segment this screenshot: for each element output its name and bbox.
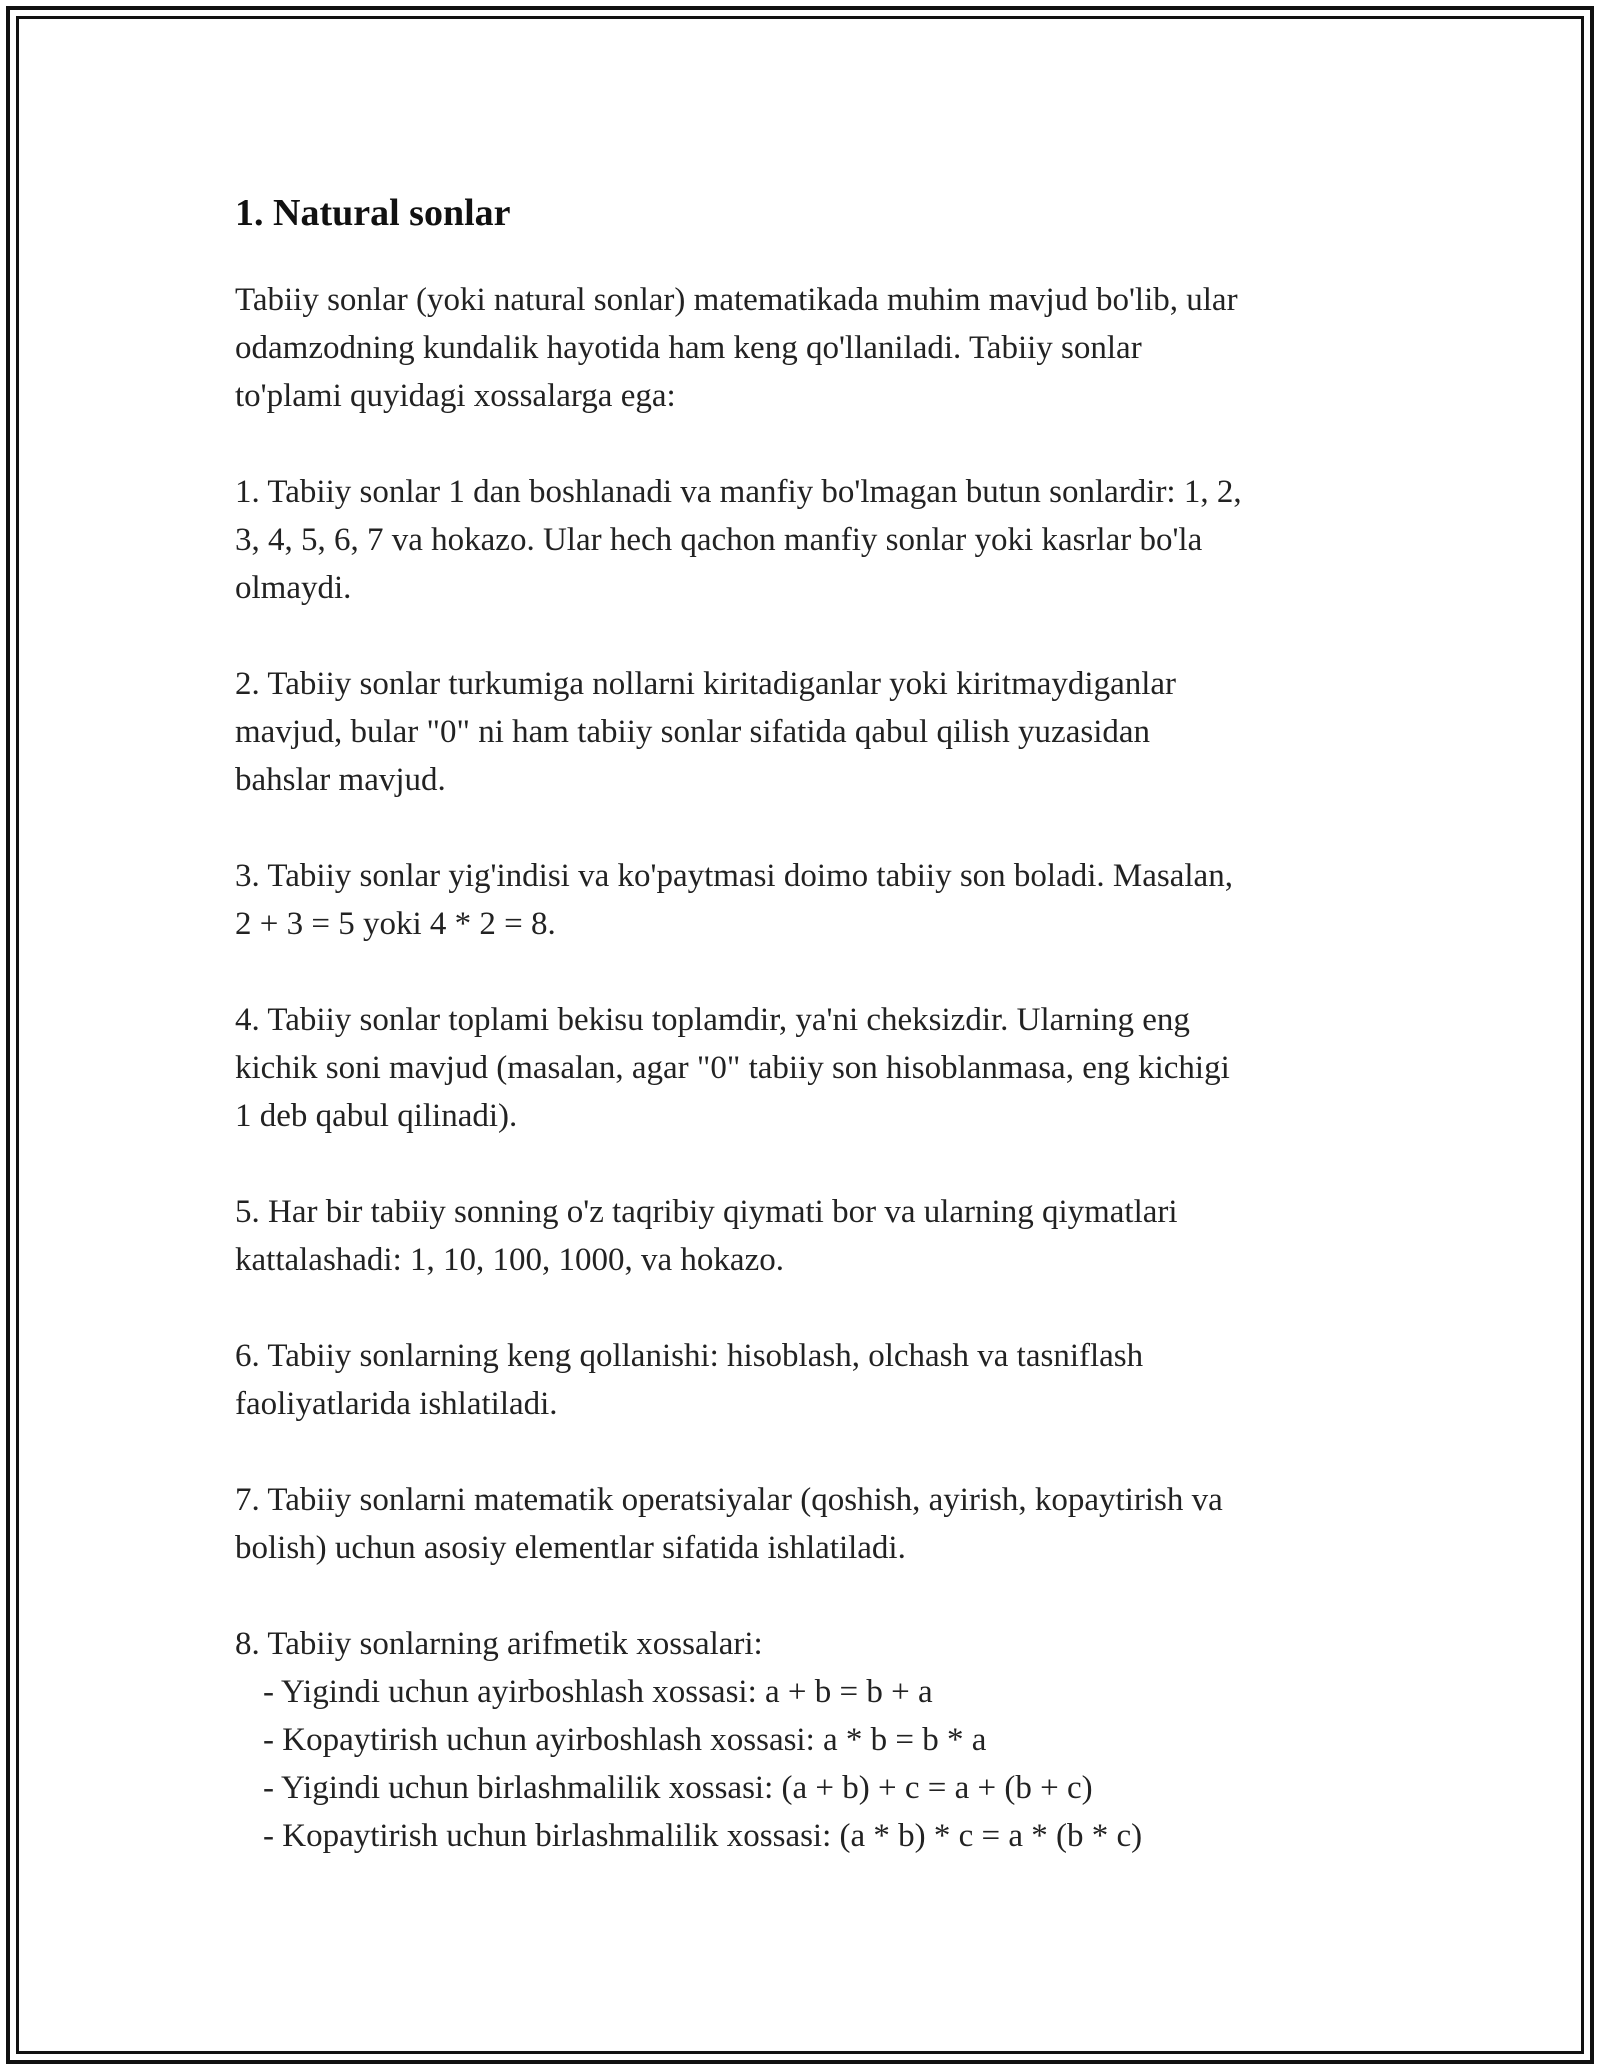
sublist-item: - Yigindi uchun birlashmalilik xossasi: (a + b) + c = a + (b + c) [263,1770,1093,1806]
text-line: Tabiiy sonlar (yoki natural sonlar) matematikada muhim mavjud bo'lib, ular [235,282,1238,318]
text-line: 2. Tabiiy sonlar turkumiga nollarni kiritadiganlar yoki kiritmaydiganlar [235,666,1177,702]
list-item-3 [235,852,1385,948]
text-line: bahslar mavjud. [235,762,446,798]
text-line: 6. Tabiiy sonlarning keng qollanishi: hisoblash, olchash va tasniflash [235,1338,1144,1374]
document-body [235,180,1385,1908]
text-line: kichik soni mavjud (masalan, agar "0" tabiiy son hisoblanmasa, eng kichigi [235,1050,1230,1086]
text-line: 1 deb qabul qilinadi). [235,1098,518,1134]
intro-paragraph [235,276,1385,420]
text-line: 7. Tabiiy sonlarni matematik operatsiyalar (qoshish, ayirish, kopaytirish va [235,1482,1223,1518]
list-item-4 [235,996,1385,1140]
list-item-7 [235,1476,1385,1572]
text-line: bolish) uchun asosiy elementlar sifatida ishlatiladi. [235,1530,906,1566]
text-line: 3, 4, 5, 6, 7 va hokazo. Ular hech qachon manfiy sonlar yoki kasrlar bo'la [235,522,1203,558]
sublist-item: - Yigindi uchun ayirboshlash xossasi: a + b = b + a [263,1674,933,1710]
text-line: 4. Tabiiy sonlar toplami bekisu toplamdir, ya'ni cheksizdir. Ularning eng [235,1002,1190,1038]
list-item-1 [235,468,1385,612]
document-title: 1. Natural sonlar [235,192,511,234]
properties-sublist [235,1668,1385,1860]
text-line: faoliyatlarida ishlatiladi. [235,1386,558,1422]
text-line: 2 + 3 = 5 yoki 4 * 2 = 8. [235,906,556,942]
text-line: kattalashadi: 1, 10, 100, 1000, va hokazo. [235,1242,784,1278]
text-line: 5. Har bir tabiiy sonning o'z taqribiy qiymati bor va ularning qiymatlari [235,1194,1178,1230]
text-line: olmaydi. [235,570,352,606]
text-line: 3. Tabiiy sonlar yig'indisi va ko'paytmasi doimo tabiiy son boladi. Masalan, [235,858,1233,894]
sublist-item: - Kopaytirish uchun birlashmalilik xossasi: (a * b) * c = a * (b * c) [263,1818,1143,1854]
text-line: odamzodning kundalik hayotida ham keng qo'llaniladi. Tabiiy sonlar [235,330,1142,366]
list-item-8-heading: 8. Tabiiy sonlarning arifmetik xossalari: [235,1626,763,1662]
list-item-8 [235,1620,1385,1860]
text-line: to'plami quyidagi xossalarga ega: [235,378,676,414]
list-item-6 [235,1332,1385,1428]
list-item-5 [235,1188,1385,1284]
sublist-item: - Kopaytirish uchun ayirboshlash xossasi: a * b = b * a [263,1722,987,1758]
list-item-2 [235,660,1385,804]
text-line: mavjud, bular "0" ni ham tabiiy sonlar sifatida qabul qilish yuzasidan [235,714,1151,750]
text-line: 1. Tabiiy sonlar 1 dan boshlanadi va manfiy bo'lmagan butun sonlardir: 1, 2, [235,474,1242,510]
